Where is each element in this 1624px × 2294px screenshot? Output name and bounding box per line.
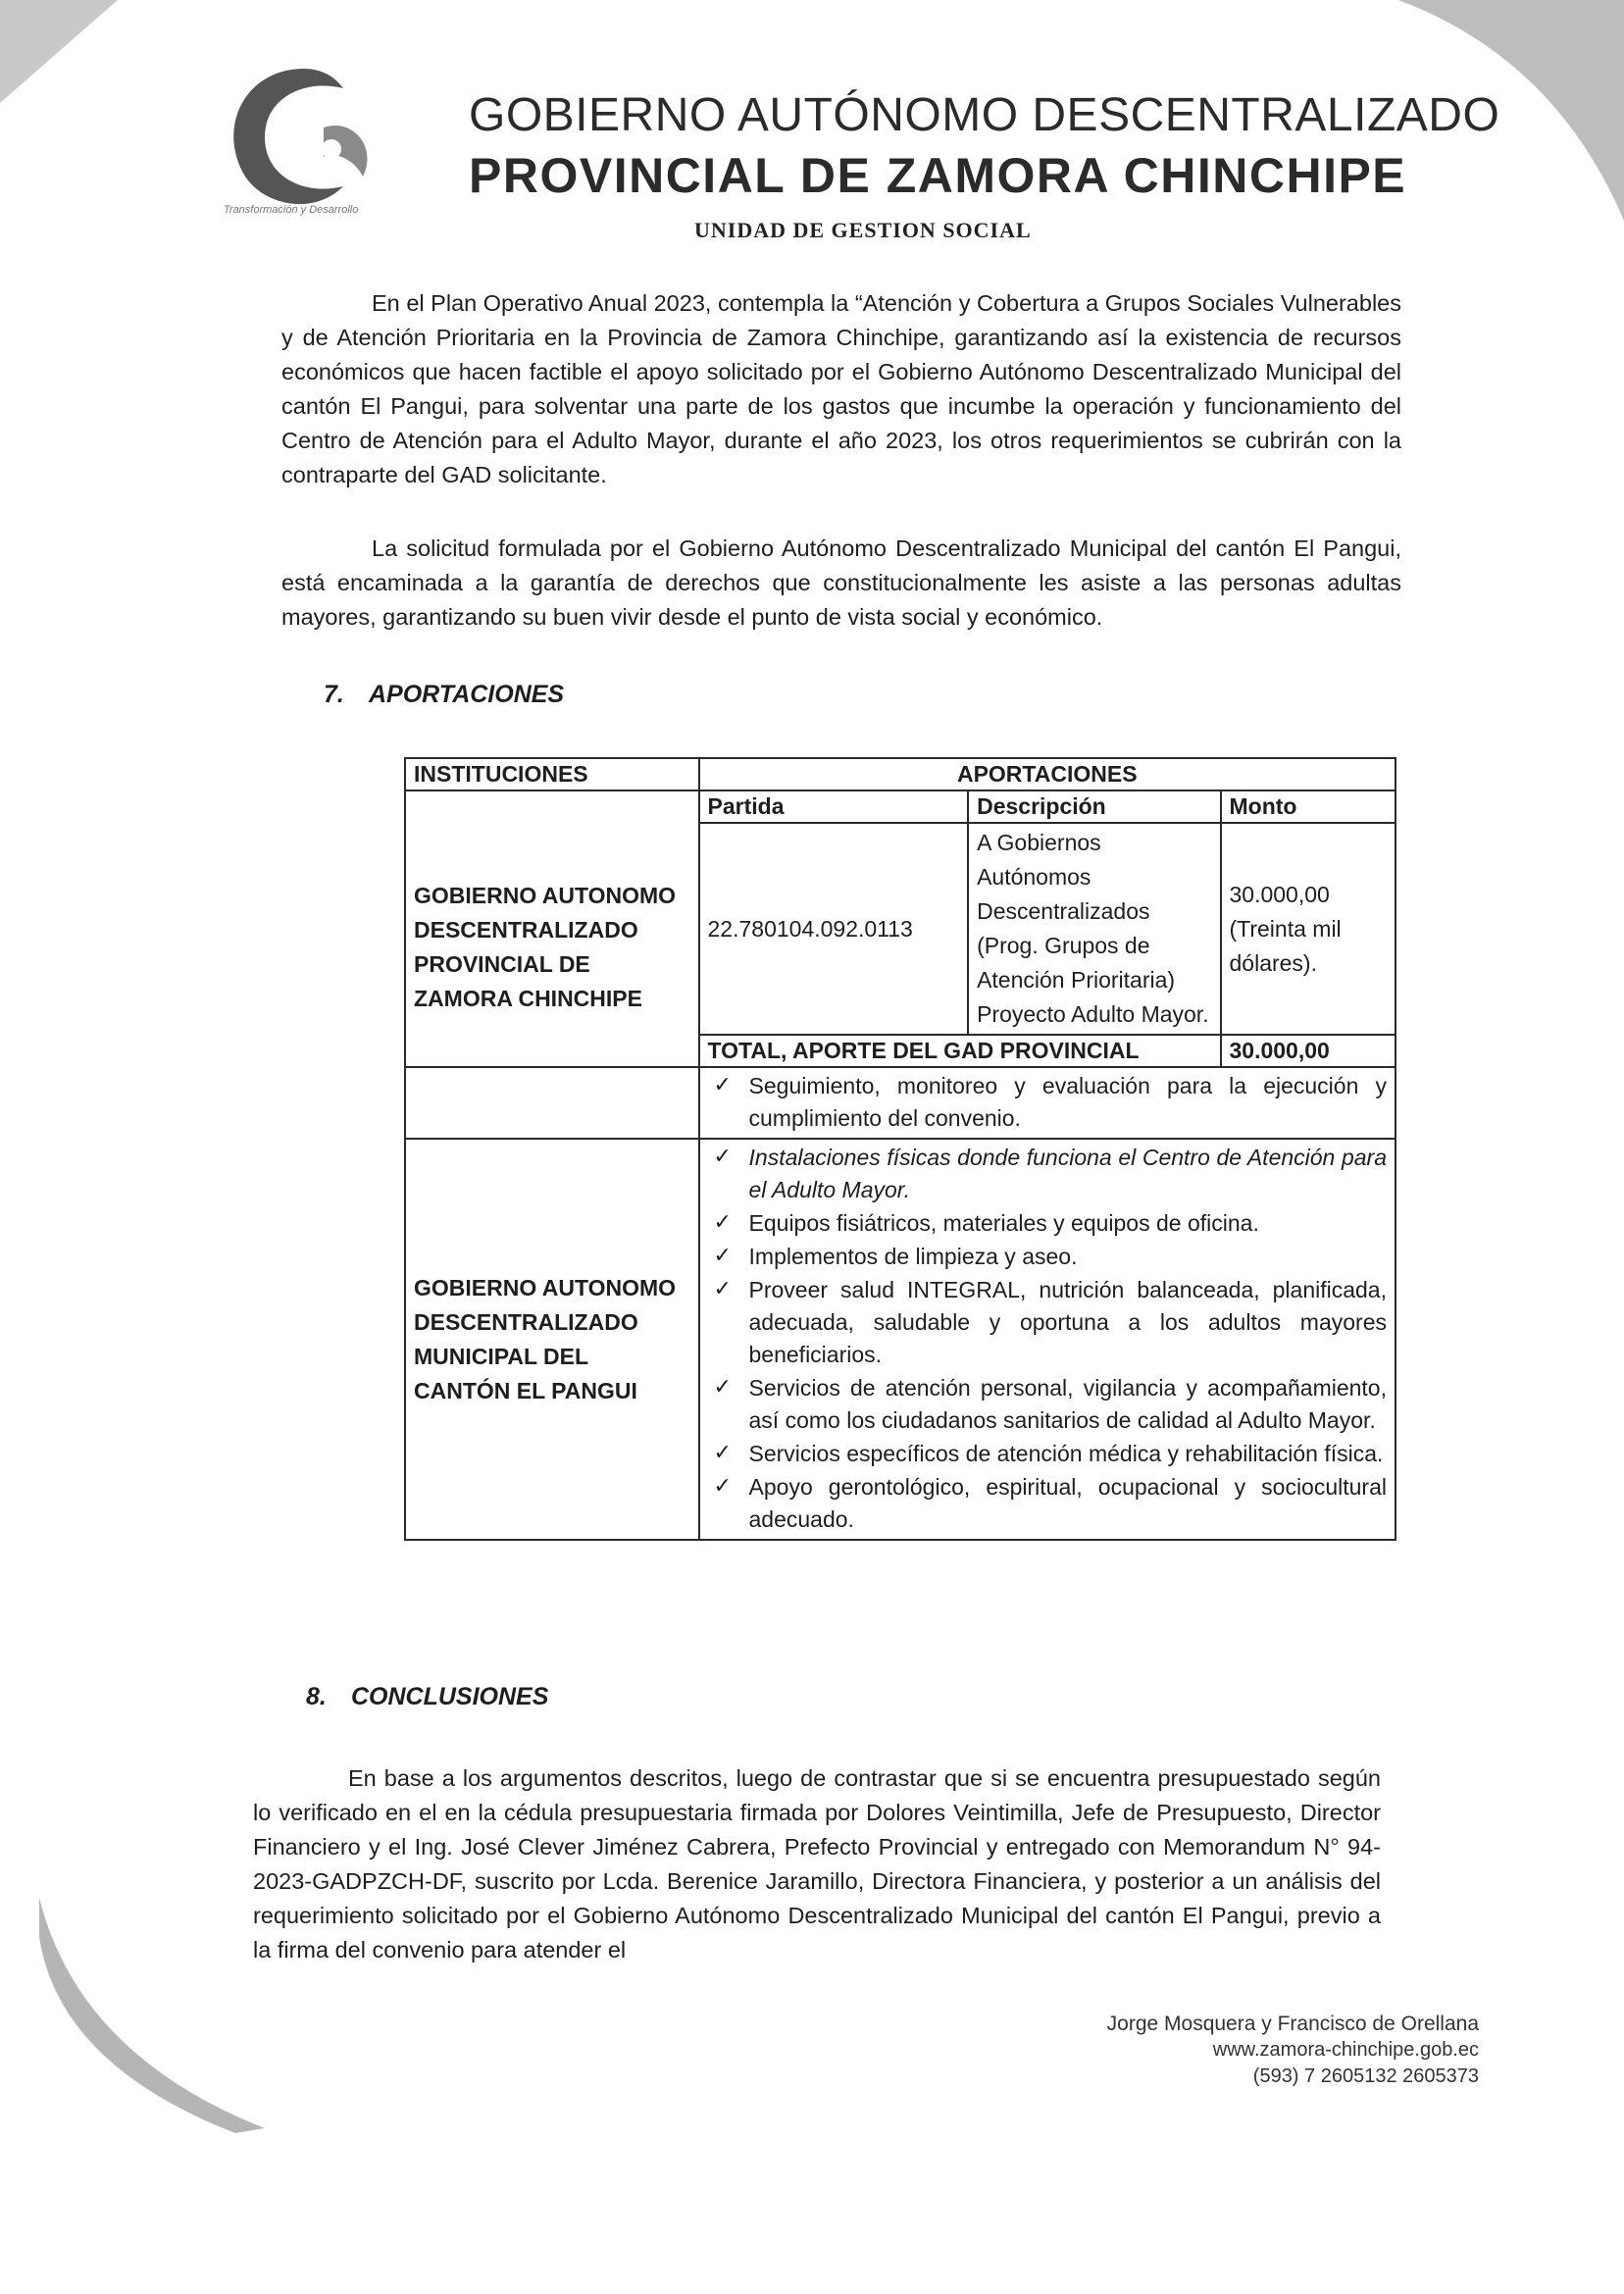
list-item: ✓ Instalaciones físicas donde funciona el Centro de Atención para el Adulto Mayor. <box>708 1142 1387 1206</box>
logo-caption: Transformación y Desarrollo <box>224 204 359 216</box>
institution-municipal: GOBIERNO AUTONOMO DESCENTRALIZADO MUNICIPAL DEL CANTÓN EL PANGUI <box>405 1139 699 1540</box>
institution-provincial-continuation <box>405 1067 699 1139</box>
header-aportaciones: APORTACIONES <box>699 758 1396 790</box>
total-label: TOTAL, APORTE DEL GAD PROVINCIAL <box>699 1035 1221 1067</box>
list-item: ✓ Equipos fisiátricos, materiales y equipos de oficina. <box>708 1207 1387 1240</box>
section-8-heading: 8. CONCLUSIONES <box>306 1683 549 1710</box>
header-line-2: PROVINCIAL DE ZAMORA CHINCHIPE <box>469 148 1407 203</box>
list-item: ✓ Servicios de atención personal, vigilancia y acompañamiento, así como los ciudadanos sanitarios de calidad al Adulto Mayor. <box>708 1372 1387 1437</box>
institution-provincial: GOBIERNO AUTONOMO DESCENTRALIZADO PROVINCIAL DE ZAMORA CHINCHIPE <box>405 790 699 1067</box>
cell-partida: 22.780104.092.0113 <box>699 823 969 1035</box>
body-paragraph-2: La solicitud formulada por el Gobierno Autónomo Descentralizado Municipal del cantón El Pangui, está encaminada a la garantía de derechos que constitucionalmente les asiste a las personas adultas mayores, garantizando su buen vivir desde el punto de vista social y económico. <box>281 535 1401 630</box>
cell-monto: 30.000,00 (Treinta mil dólares). <box>1221 823 1396 1035</box>
municipal-obligations <box>699 1139 1396 1540</box>
list-item: ✓ Seguimiento, monitoreo y evaluación para la ejecución y cumplimiento del convenio. <box>708 1070 1387 1135</box>
header-unit: UNIDAD DE GESTION SOCIAL <box>694 218 1032 242</box>
header-descripcion: Descripción <box>968 790 1220 823</box>
header-instituciones: INSTITUCIONES <box>405 758 699 790</box>
footer-phone: (593) 7 2605132 2605373 <box>1252 2065 1479 2087</box>
total-value: 30.000,00 <box>1221 1035 1396 1067</box>
conclusion-paragraph: En base a los argumentos descritos, luego de contrastar que si se encuentra presupuestado según lo verificado en el en la cédula presupuestaria firmada por Dolores Veintimilla, Jefe de Presupuesto, Director Financiero y el Ing. José Clever Jiménez Cabrera, Prefecto Provincial y entregado con Memorandum N° 94-2023-GADPZCH-DF, suscrito por Lcda. Berenice Jaramillo, Directora Financiera, y posterior a un análisis del requerimiento solicitado por el Gobierno Autónomo Descentralizado Municipal del cantón El Pangui, previo a la firma del convenio para atender el <box>253 1765 1381 1963</box>
prefecture-logo <box>206 59 392 226</box>
cell-descripcion: A Gobiernos Autónomos Descentralizados (Prog. Grupos de Atención Prioritaria) Proyecto Adulto Mayor. <box>968 823 1220 1035</box>
footer-website: www.zamora-chinchipe.gob.ec <box>1212 2039 1479 2061</box>
header-line-1: GOBIERNO AUTÓNOMO DESCENTRALIZADO <box>469 89 1500 141</box>
footer-contact <box>1107 2011 1479 2090</box>
list-item: ✓ Proveer salud INTEGRAL, nutrición balanceada, planificada, adecuada, saludable y oportuna a los adultos mayores beneficiarios. <box>708 1274 1387 1371</box>
provincial-obligations <box>699 1067 1396 1139</box>
header-partida: Partida <box>699 790 969 823</box>
footer-address: Jorge Mosquera y Francisco de Orellana <box>1106 2013 1479 2035</box>
section-7-heading: 7. APORTACIONES <box>324 681 565 708</box>
body-paragraph-1: En el Plan Operativo Anual 2023, contempla la “Atención y Cobertura a Grupos Sociales Vulnerables y de Atención Prioritaria en la Provincia de Zamora Chinchipe, garantizando así la existencia de recursos económicos que hacen factible el apoyo solicitado por el Gobierno Autónomo Descentralizado Municipal del cantón El Pangui, para solventar una parte de los gastos que incumbe la operación y funcionamiento del Centro de Atención para el Adulto Mayor, durante el año 2023, los otros requerimientos se cubrirán con la contraparte del GAD solicitante. <box>281 290 1401 487</box>
list-item: ✓ Servicios específicos de atención médica y rehabilitación física. <box>708 1438 1387 1470</box>
list-item: ✓ Implementos de limpieza y aseo. <box>708 1241 1387 1273</box>
header-monto: Monto <box>1221 790 1396 823</box>
corner-decoration-top-left <box>0 0 118 108</box>
aportaciones-table <box>404 757 1396 1541</box>
list-item: ✓ Apoyo gerontológico, espiritual, ocupacional y sociocultural adecuado. <box>708 1471 1387 1536</box>
corner-decoration-bottom-left <box>39 1898 265 2133</box>
